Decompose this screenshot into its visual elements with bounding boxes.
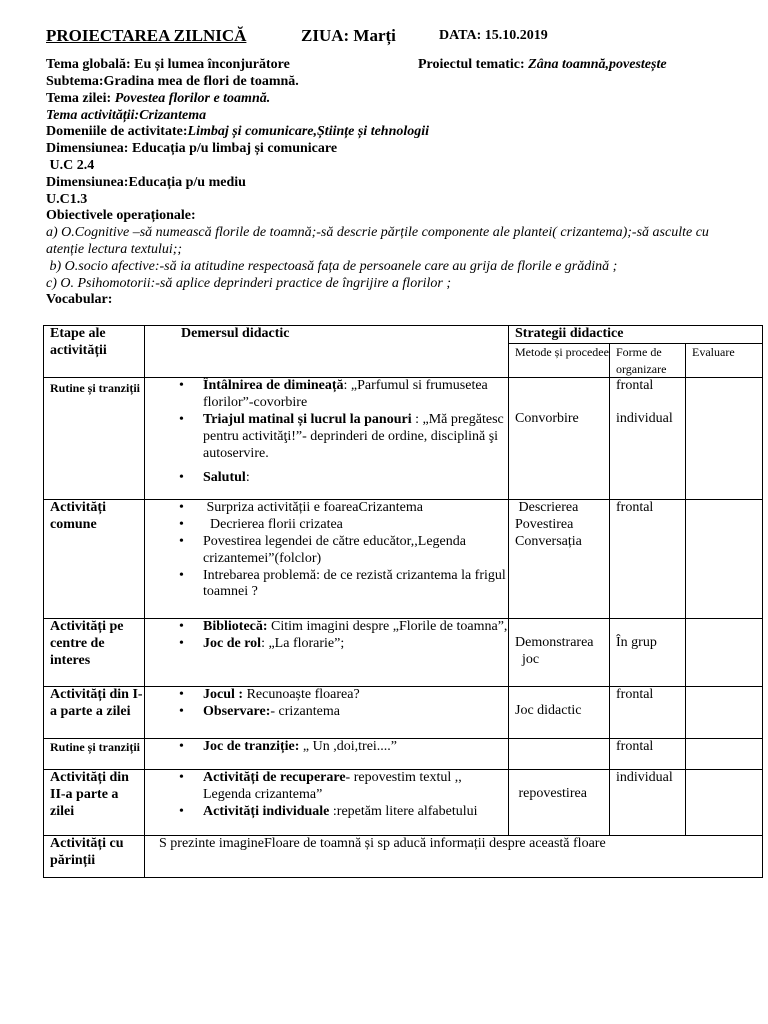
domains-label: Domeniile de activitate: <box>46 124 188 140</box>
table-row <box>44 739 763 770</box>
header-demers: Demersul didactic <box>145 326 509 378</box>
subtheme-line: Subtema:Gradina mea de flori de toamnă. <box>46 74 299 89</box>
row-etapa: Activități pe centre de interes <box>44 619 145 687</box>
header-forme: Forme de organizare <box>610 343 686 378</box>
list-item: • Observare:- crizantema <box>203 704 508 721</box>
table-row <box>44 619 763 687</box>
list-item: • Bibliotecă: Citim imagini despre „Florile de toamna”, <box>203 619 508 636</box>
row-etapa: Activități din I-a parte a zilei <box>44 687 145 739</box>
row-forme: frontal <box>610 500 686 619</box>
header-metode: Metode și procedee <box>509 343 610 378</box>
row-evaluare <box>686 739 763 770</box>
row-evaluare <box>686 687 763 739</box>
list-item: • Triajul matinal și lucrul la panouri : „Mă pregătesc pentru activităţi!”- deprinderi de ordine, disciplină şi autoservire. <box>203 412 508 462</box>
metode-value: Conversația <box>515 533 582 549</box>
project-label: Proiectul tematic: <box>418 57 525 72</box>
day-label: ZIUA: Marți <box>301 26 396 45</box>
objective-psychomotor: c) O. Psihomotorii:-să aplice deprinderi practice de îngrijire a florilor ; <box>46 275 452 291</box>
dimension-1-line: Dimensiunea: Educația p/u limbaj și comunicare <box>46 141 338 157</box>
row-demers <box>145 739 509 770</box>
table-row <box>44 687 763 739</box>
objective-cognitive: a) O.Cognitive –să numească florile de toamnă;-să descrie părțile componente ale plantei( crizantema);-să asculte cu atenție lectura textului;; <box>46 225 709 257</box>
row-parents-text: S prezinte imagineFloare de toamnă și sp aducă informații despre această floare <box>145 836 763 878</box>
forme-value: frontal <box>616 378 654 394</box>
global-theme-line <box>46 57 762 74</box>
list-item: • Salutul: <box>203 470 508 487</box>
forme-value: individual <box>616 411 673 427</box>
row-metode: Convorbire <box>509 378 610 500</box>
row-metode: repovestirea <box>509 770 610 836</box>
activity-theme-line: Tema activității:Crizantema <box>46 107 207 123</box>
list-item: • Jocul : Recunoaște floarea? <box>203 687 508 704</box>
list-item: • Povestirea legendei de către educător,,Legenda crizantemei”(folclor) <box>203 534 508 568</box>
metode-value: Demonstrarea <box>515 635 594 651</box>
row-demers <box>145 770 509 836</box>
table-row <box>44 770 763 836</box>
row-evaluare <box>686 619 763 687</box>
row-etapa: Activități cu părinții <box>44 836 145 878</box>
row-metode <box>509 739 610 770</box>
dimension-2-line: Dimensiunea:Educația p/u mediu <box>46 174 246 190</box>
vocabulary-label: Vocabular: <box>46 292 113 308</box>
metode-value: Povestirea <box>515 517 574 533</box>
row-metode <box>509 619 610 687</box>
header-strategii: Strategii didactice <box>509 326 763 344</box>
list-item: • Activități de recuperare- repovestim textul ,, Legenda crizantema” <box>203 770 508 804</box>
row-etapa: Rutine și tranziții <box>44 739 145 770</box>
list-item: • Activități individuale :repetăm litere alfabetului <box>203 804 508 821</box>
row-demers <box>145 500 509 619</box>
row-evaluare <box>686 378 763 500</box>
list-item: • Decrierea florii crizatea <box>203 517 508 534</box>
uc-2-line: U.C1.3 <box>46 191 88 207</box>
table-row <box>44 500 763 619</box>
table-row <box>44 836 763 878</box>
row-metode <box>509 500 610 619</box>
row-forme: În grup <box>610 619 686 687</box>
domains-value: Limbaj și comunicare,Științe și tehnologii <box>187 124 430 140</box>
objective-socio-affective: b) O.socio afective:-să ia atitudine respectoasă fața de persoanele care au grija de florile e grădină ; <box>46 258 618 274</box>
row-forme: individual <box>610 770 686 836</box>
list-item: • Surpriza activității e foareaCrizantema <box>203 500 508 517</box>
global-theme-value: Eu și lumea înconjurătore <box>130 57 290 72</box>
row-evaluare <box>686 770 763 836</box>
project-value: Zâna toamnă,povestește <box>528 57 667 72</box>
title-row <box>46 26 762 50</box>
lesson-plan-header <box>46 26 762 309</box>
row-demers <box>145 378 509 500</box>
metode-value: Descrierea <box>515 500 579 516</box>
row-demers <box>145 619 509 687</box>
list-item: • Joc de tranziție: „ Un ,doi,trei....” <box>203 739 508 756</box>
row-forme <box>610 378 686 500</box>
list-item: • Întâlnirea de dimineață: „Parfumul si frumusetea florilor”-covorbire <box>203 378 508 412</box>
metode-value: joc <box>515 652 540 668</box>
page-title: PROIECTAREA ZILNICĂ <box>46 26 247 45</box>
row-forme: frontal <box>610 739 686 770</box>
row-etapa: Activități comune <box>44 500 145 619</box>
uc-1-line: U.C 2.4 <box>46 157 95 173</box>
day-theme-line <box>46 91 762 108</box>
activities-table <box>43 325 763 878</box>
header-evaluare: Evaluare <box>686 343 763 378</box>
day-theme-value: Povestea florilor e toamnă. <box>114 90 271 106</box>
header-etape: Etape ale activității <box>44 326 145 378</box>
row-forme: frontal <box>610 687 686 739</box>
row-demers <box>145 687 509 739</box>
row-etapa: Activități din II-a parte a zilei <box>44 770 145 836</box>
table-header-row <box>44 326 763 344</box>
table-row <box>44 378 763 500</box>
list-item: • Intrebarea problemă: de ce rezistă crizantema la frigul toamnei ? <box>203 568 508 602</box>
row-etapa: Rutine și tranziții <box>44 378 145 500</box>
row-evaluare <box>686 500 763 619</box>
list-item: • Joc de rol: „La florarie”; <box>203 636 508 653</box>
day-theme-label: Tema zilei: <box>46 90 115 106</box>
domains-line <box>46 124 762 141</box>
global-theme-label: Tema globală: <box>46 57 131 72</box>
date-label: DATA: 15.10.2019 <box>439 28 548 43</box>
objectives-heading: Obiectivele operaționale: <box>46 208 196 224</box>
row-metode: Joc didactic <box>509 687 610 739</box>
